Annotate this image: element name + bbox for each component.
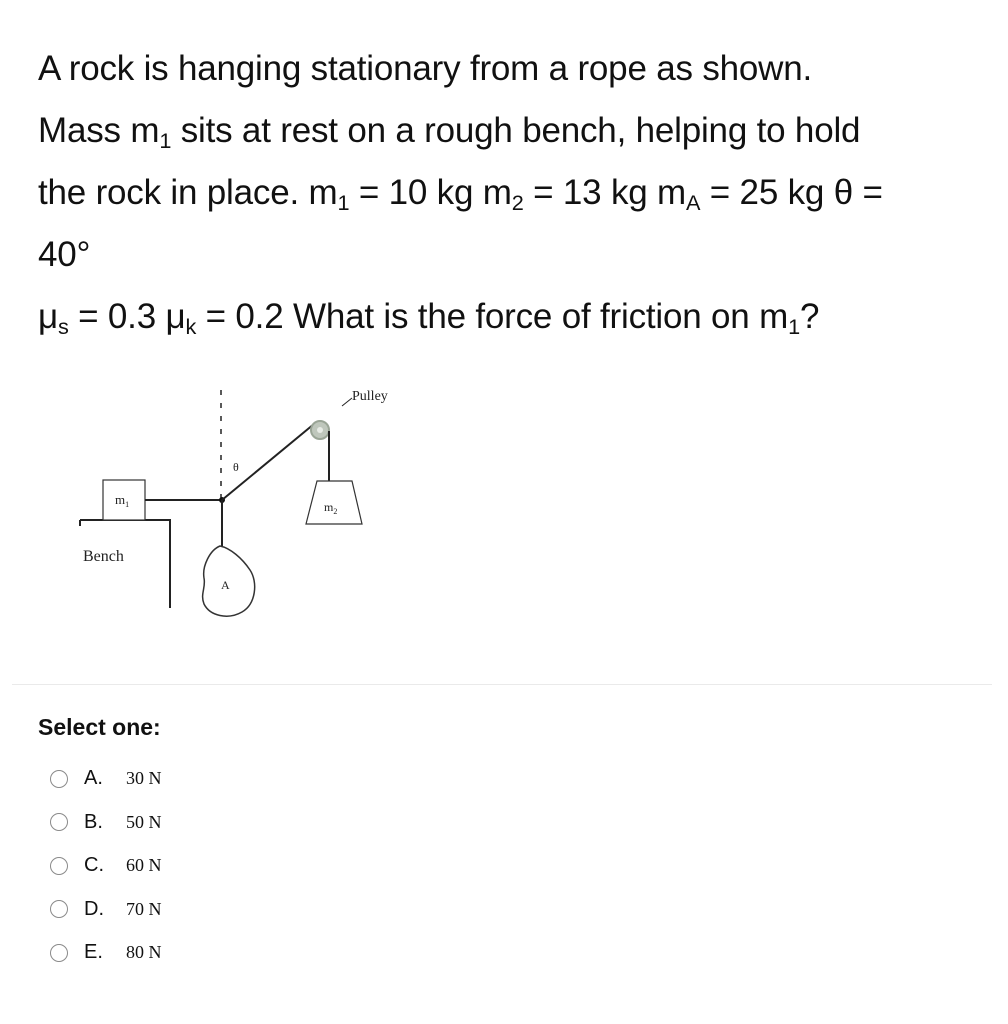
- m1-label-sub: 1: [125, 500, 130, 509]
- q5a: μ: [38, 297, 58, 336]
- option-c-value: 60 N: [126, 855, 162, 876]
- q5c: = 0.2 What is the force of friction on m: [196, 297, 789, 336]
- question-line-4: [38, 224, 968, 286]
- select-one-label: Select one:: [38, 714, 161, 740]
- physics-diagram: [70, 378, 420, 618]
- q3a: the rock in place. m: [38, 173, 338, 212]
- section-divider: [12, 684, 992, 685]
- q5s3: 1: [788, 314, 800, 340]
- option-c-radio[interactable]: [50, 857, 68, 875]
- option-d[interactable]: [50, 888, 162, 932]
- option-d-radio[interactable]: [50, 900, 68, 918]
- q2a: Mass m: [38, 111, 160, 150]
- option-a-value: 30 N: [126, 768, 162, 789]
- option-e-letter: E.: [84, 941, 103, 964]
- bench-label: Bench: [83, 548, 124, 565]
- q4: 40°: [38, 235, 91, 274]
- q3b: = 10 kg m: [349, 173, 512, 212]
- option-a-radio[interactable]: [50, 770, 68, 788]
- question-line-1-text: A rock is hanging stationary from a rope as shown.: [38, 49, 813, 88]
- q2b: sits at rest on a rough bench, helping to hold: [171, 111, 861, 150]
- option-b[interactable]: [50, 801, 162, 845]
- question-text: [38, 38, 968, 348]
- q3d: = 25 kg θ =: [700, 173, 883, 212]
- m2-block: [306, 481, 362, 524]
- question-line-5: [38, 286, 968, 348]
- q5s2: k: [185, 314, 197, 340]
- option-c-letter: C.: [84, 854, 104, 877]
- option-b-value: 50 N: [126, 811, 162, 832]
- option-b-letter: B.: [84, 810, 103, 833]
- q5b: = 0.3 μ: [68, 297, 186, 336]
- theta-label: θ: [233, 460, 239, 474]
- option-a-letter: A.: [84, 767, 103, 790]
- option-b-radio[interactable]: [50, 813, 68, 831]
- q5s1: s: [57, 314, 69, 340]
- option-a[interactable]: [50, 757, 162, 801]
- m2-label-sub: 2: [333, 507, 338, 516]
- pulley-pointer: [342, 398, 352, 406]
- m1-label-text: m: [115, 492, 126, 507]
- q2sub: 1: [159, 128, 172, 154]
- answer-options: [50, 757, 162, 975]
- question-line-1: [38, 38, 968, 100]
- option-e-value: 80 N: [126, 942, 162, 963]
- m2-label-text: m: [324, 500, 334, 514]
- q5d: ?: [799, 297, 820, 336]
- q3s1: 1: [337, 190, 350, 216]
- q3c: = 13 kg m: [523, 173, 686, 212]
- pulley-hub: [317, 427, 323, 433]
- diagram-svg: [70, 378, 420, 618]
- option-d-letter: D.: [84, 897, 104, 920]
- q3s3: A: [686, 190, 701, 216]
- option-e[interactable]: [50, 931, 162, 975]
- question-line-3: [38, 162, 968, 224]
- rock-label: A: [221, 578, 230, 592]
- option-c[interactable]: [50, 844, 162, 888]
- option-d-value: 70 N: [126, 898, 162, 919]
- q3s2: 2: [511, 190, 524, 216]
- option-e-radio[interactable]: [50, 944, 68, 962]
- pulley-label: Pulley: [352, 389, 388, 404]
- question-line-2: [38, 100, 968, 162]
